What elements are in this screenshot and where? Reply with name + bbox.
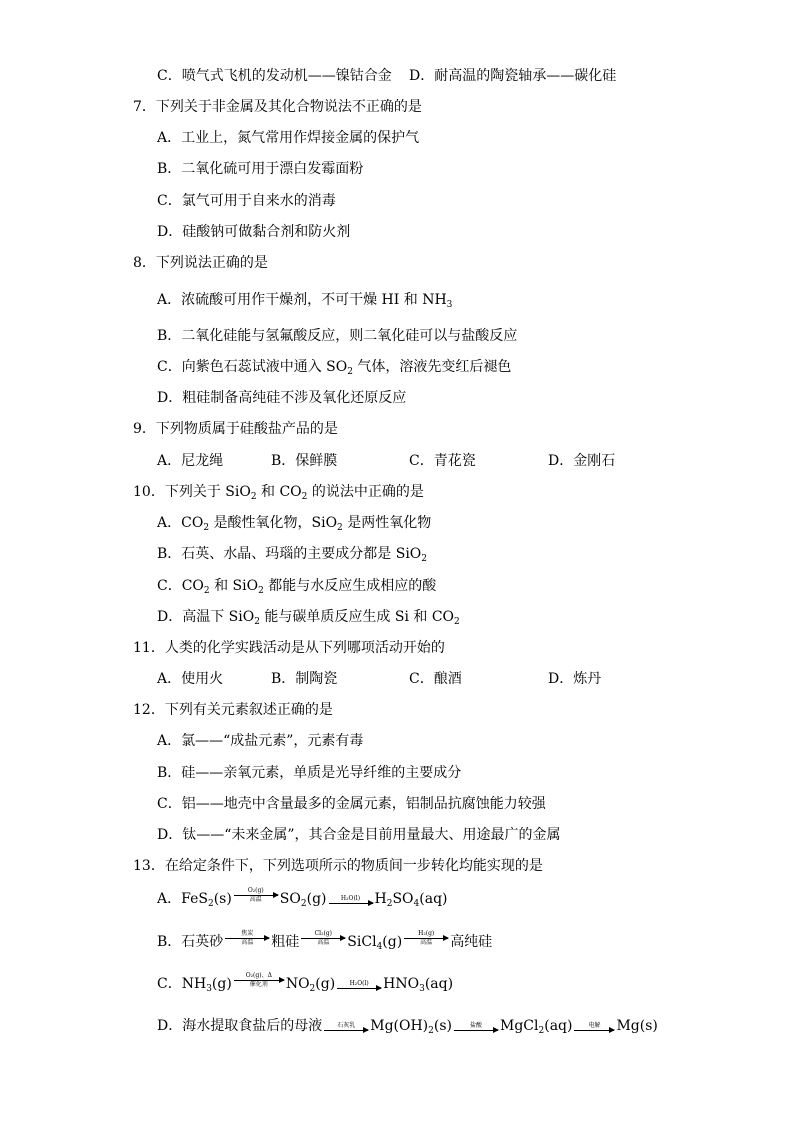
q11-options-row — [0, 670, 794, 688]
question-13-stem: 13．在给定条件下，下列选项所示的物质间一步转化均能实现的是 — [133, 858, 543, 874]
product-mgoh2: $Mg(OH)_2(s)$ — [370, 1018, 452, 1036]
reaction-arrow: H₂(g) 高温 — [404, 930, 448, 947]
q8-option-b: B．二氧化硅能与氢氟酸反应，则二氧化硅可以与盐酸反应 — [157, 328, 518, 344]
q10-option-a: A．$CO_2$ 是酸性氧化物，SiO$_2$ 是两性氧化物 — [157, 515, 432, 533]
q9-option-b: B．保鲜膜 — [271, 453, 338, 469]
question-8-stem: 8．下列说法正确的是 — [133, 255, 268, 271]
reaction-arrow: 石灰乳 — [324, 1022, 368, 1031]
q9-option-a: A．尼龙绳 — [157, 453, 224, 469]
reactant-mother-liquor: 海水提取食盐后的母液 — [182, 1018, 323, 1034]
product-sicl4: SiCl$_4$(g) — [347, 934, 403, 952]
q10-option-d: D．高温下 SiO$_2$ 能与碳单质反应生成 Si 和 $CO_2$ — [157, 609, 460, 627]
q8-option-c: C．向紫色石蕊试液中通入 $SO_2$ 气体，溶液先变红后褪色 — [157, 359, 512, 377]
q7-option-d: D．硅酸钠可做黏合剂和防火剂 — [157, 224, 351, 240]
q12-option-a: A．氯——“成盐元素”，元素有毒 — [157, 733, 364, 749]
q6-options-row — [0, 67, 794, 85]
question-10-stem: 10．下列关于 SiO$_2$ 和 $CO_2$ 的说法中正确的是 — [133, 484, 424, 502]
q9-option-c: C．青花瓷 — [409, 453, 476, 469]
q8-option-d: D．粗硅制备高纯硅不涉及氧化还原反应 — [157, 390, 407, 406]
q11-option-b: B．制陶瓷 — [271, 671, 338, 687]
q12-option-d: D．钛——“未来金属”，其合金是目前用量最大、用途最广的金属 — [157, 827, 561, 843]
reaction-arrow: 焦炭 高温 — [225, 930, 269, 947]
q11-option-c: C．酿酒 — [409, 671, 462, 687]
option-c: C．喷气式飞机的发动机——镍钴合金 — [157, 68, 392, 84]
reactant-fes2: FeS$_2$(s) — [181, 891, 232, 909]
reactant-quartz-sand: 石英砂 — [181, 934, 224, 950]
q7-option-c: C．氯气可用于自来水的消毒 — [157, 193, 336, 209]
reaction-arrow: 盐酸 — [454, 1022, 498, 1031]
q8-option-a: A．浓硫酸可用作干燥剂，不可干燥 HI 和 $NH_3$ — [157, 292, 453, 310]
question-7-stem: 7．下列关于非金属及其化合物说法不正确的是 — [133, 99, 422, 115]
q12-option-b: B．硅——亲氧元素，单质是光导纤维的主要成分 — [157, 765, 462, 781]
product-pure-silicon: 高纯硅 — [450, 934, 493, 950]
product-hno3: $HNO_3(aq)$ — [383, 976, 454, 994]
product-no2: $NO_2(g)$ — [285, 976, 336, 994]
q13-option-c: C． $NH_3(g)$ O₂(g)、Δ 催化剂 $NO_2(g)$ H₂O(l) $HNO_3(aq)$ — [157, 972, 454, 994]
product-mg: Mg(s) — [616, 1018, 658, 1034]
q11-option-d: D．炼丹 — [548, 671, 602, 687]
q10-option-c: C．$CO_2$ 和 SiO$_2$ 都能与水反应生成相应的酸 — [157, 578, 437, 596]
reaction-arrow: H₂O(l) — [329, 895, 373, 904]
question-12-stem: 12．下列有关元素叙述正确的是 — [133, 702, 333, 718]
q11-option-a: A．使用火 — [157, 671, 224, 687]
reaction-arrow: Cl₂(g) 高温 — [301, 930, 345, 947]
q9-option-d: D．金刚石 — [548, 453, 616, 469]
q10-option-b: B．石英、水晶、玛瑙的主要成分都是 SiO$_2$ — [157, 546, 428, 564]
q13-option-b: B． 石英砂 焦炭 高温 粗硅 Cl₂(g) 高温 SiCl$_4$(g) H₂(g) 高温 高纯硅 — [157, 930, 493, 952]
question-9-stem: 9．下列物质属于硅酸盐产品的是 — [133, 421, 338, 437]
q7-option-a: A．工业上，氮气常用作焊接金属的保护气 — [157, 130, 420, 146]
reaction-arrow: O₂(g) 高温 — [234, 887, 278, 904]
q7-option-b: B．二氧化硫可用于漂白发霉面粉 — [157, 161, 364, 177]
product-so2: $SO_2(g)$ — [279, 891, 327, 909]
product-crude-silicon: 粗硅 — [271, 934, 300, 950]
q13-option-d: D． 海水提取食盐后的母液 石灰乳 $Mg(OH)_2(s)$ 盐酸 MgCl$_2$(aq) 电解 Mg(s) — [157, 1018, 658, 1036]
reaction-arrow: 电解 — [574, 1022, 614, 1031]
product-h2so4: $H_2SO_4(aq)$ — [374, 891, 448, 909]
product-mgcl2: MgCl$_2$(aq) — [500, 1018, 573, 1036]
reaction-arrow: O₂(g)、Δ 催化剂 — [234, 972, 284, 989]
q9-options-row — [0, 452, 794, 470]
q13-option-a: A． FeS$_2$(s) O₂(g) 高温 $SO_2(g)$ H₂O(l) $H_2SO_4(aq)$ — [157, 887, 448, 909]
option-d: D．耐高温的陶瓷轴承——碳化硅 — [409, 68, 617, 84]
question-11-stem: 11．人类的化学实践活动是从下列哪项活动开始的 — [133, 640, 445, 656]
q12-option-c: C．铝——地壳中含量最多的金属元素，铝制品抗腐蚀能力较强 — [157, 796, 546, 812]
reaction-arrow: H₂O(l) — [337, 980, 381, 989]
reactant-nh3: $NH_3(g)$ — [181, 976, 232, 994]
